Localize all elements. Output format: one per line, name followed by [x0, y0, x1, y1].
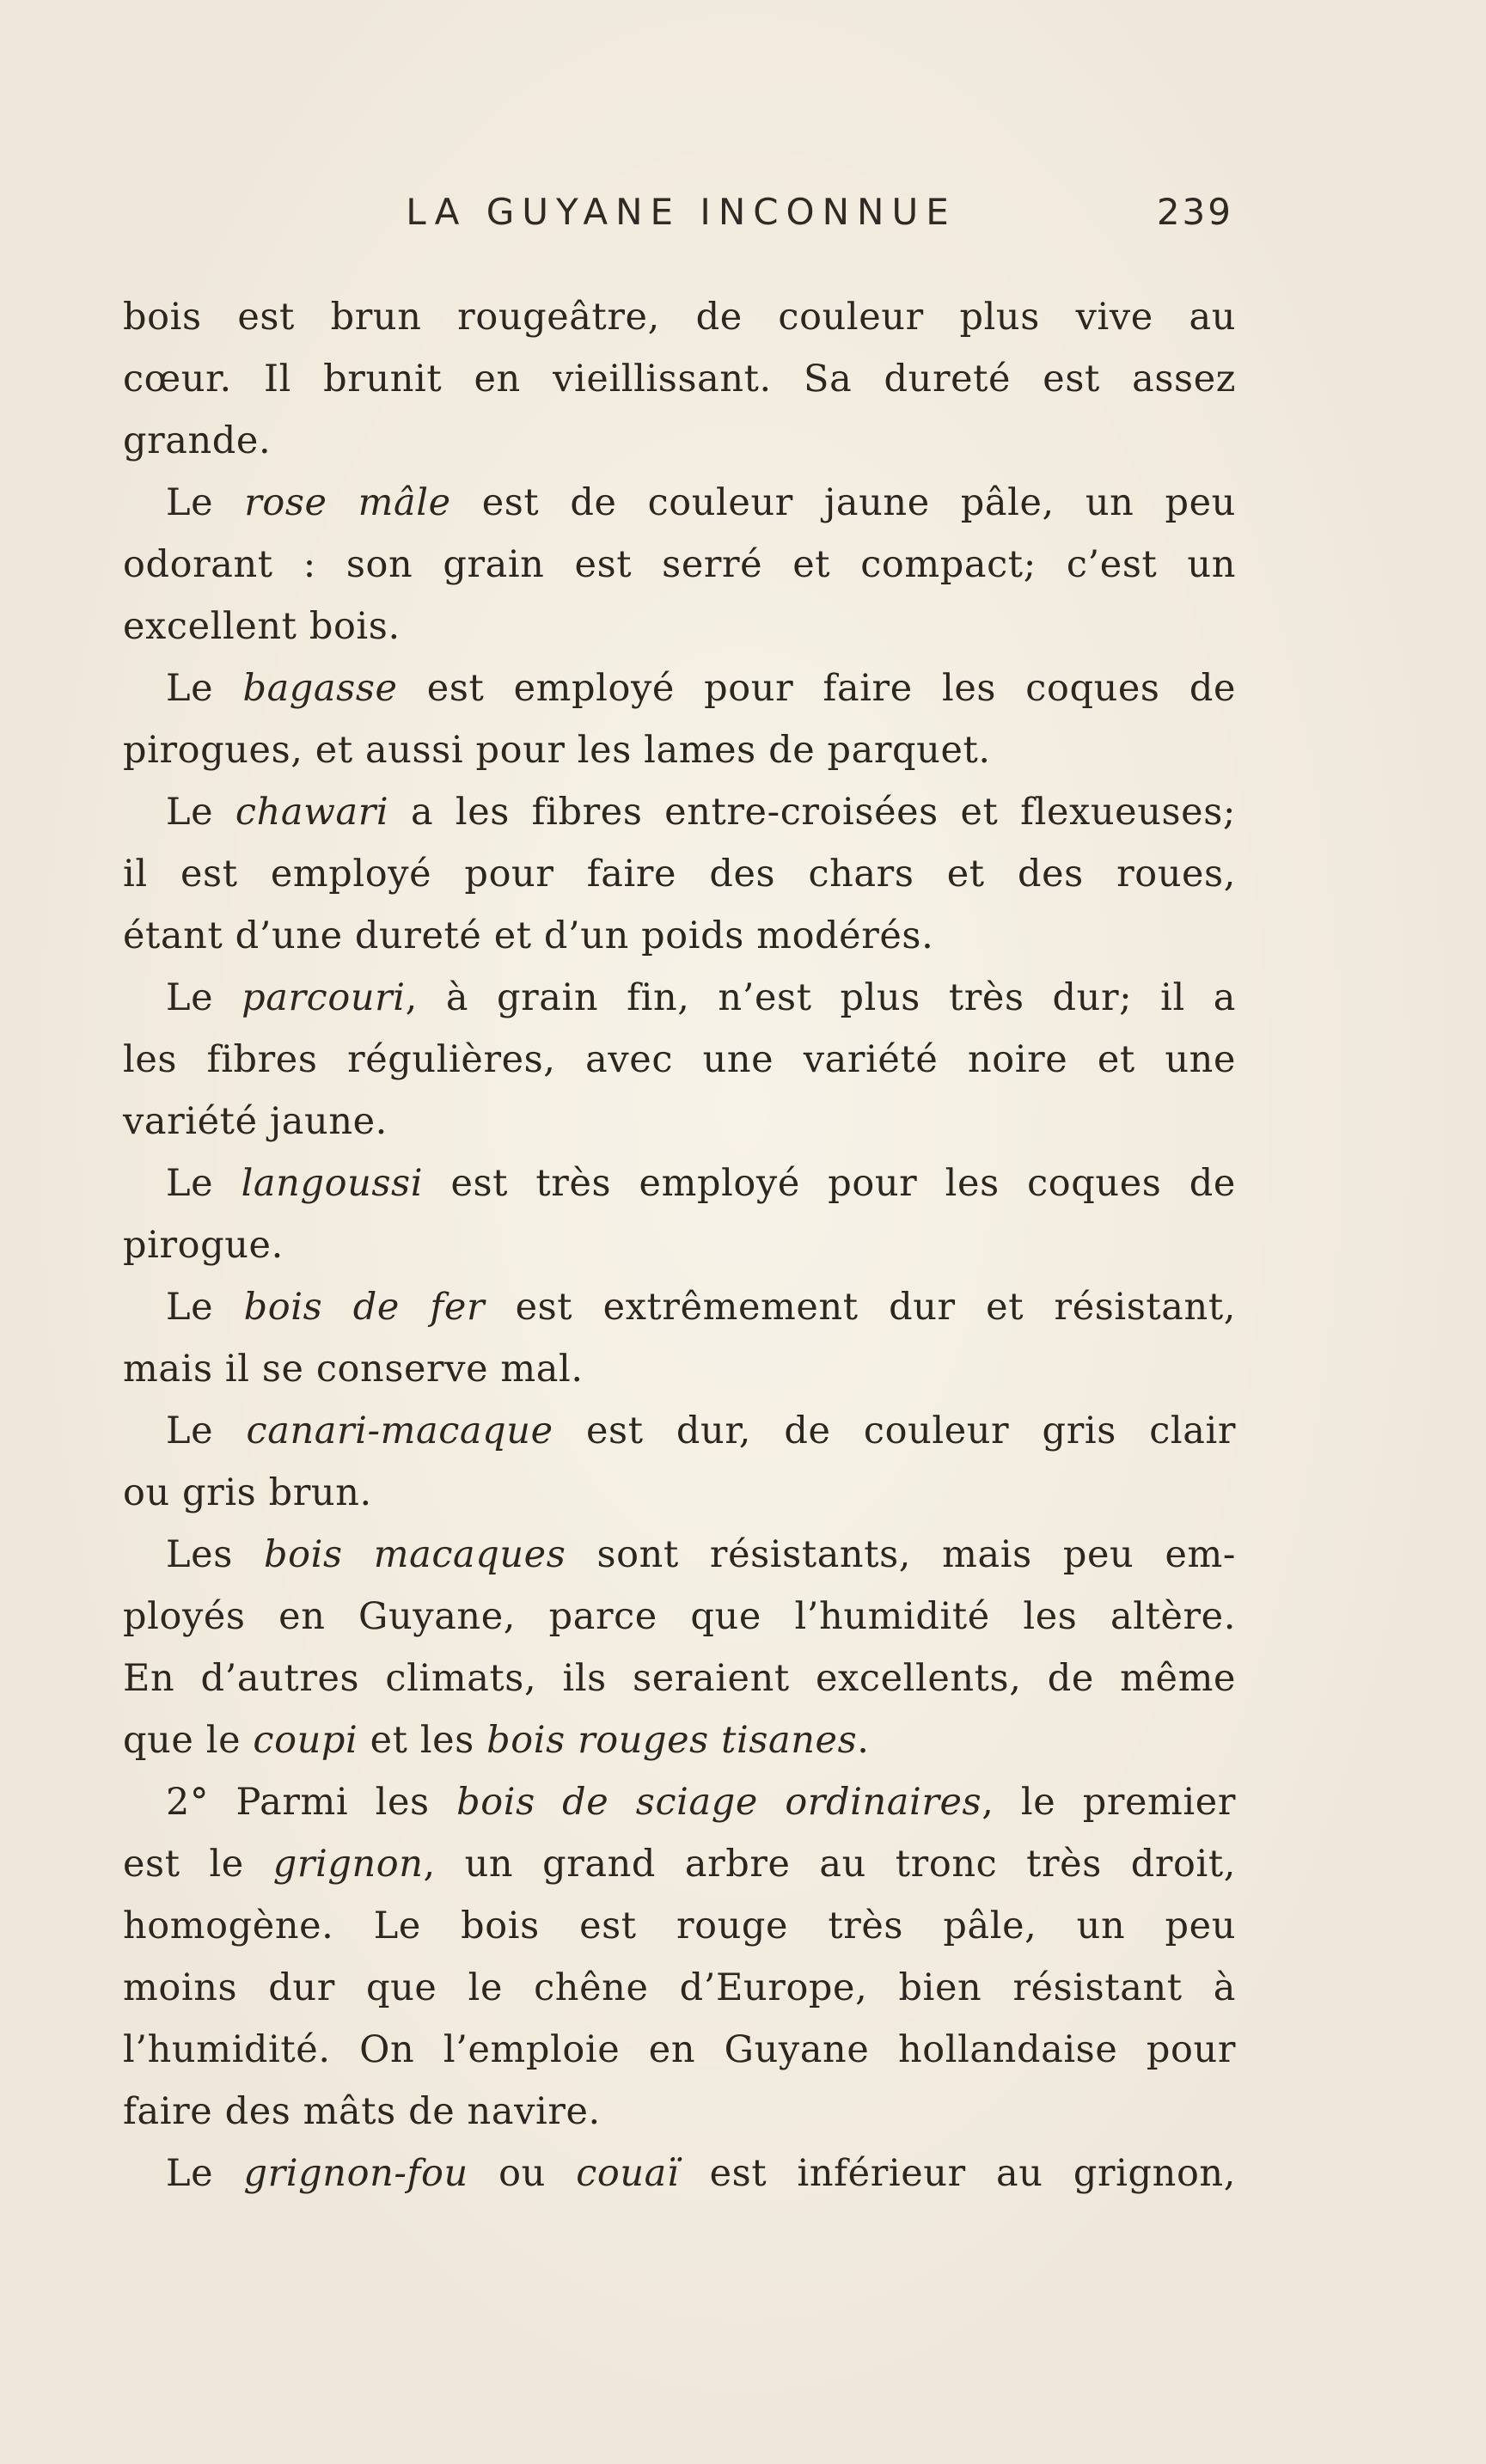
italic-term: bagasse	[242, 667, 398, 710]
text-line	[123, 1276, 1236, 1338]
text-run: l’humidité. On l’emploie en Guyane hollandaise pour	[123, 2028, 1236, 2071]
text-run: Le	[166, 2152, 244, 2195]
text-run: , à grain fin, n’est plus très dur; il a	[405, 976, 1236, 1019]
text-line	[123, 1771, 1236, 1833]
text-line	[123, 1029, 1236, 1091]
italic-term: coupi	[253, 1719, 358, 1762]
text-line	[123, 1091, 1236, 1153]
text-run: Le	[166, 1409, 247, 1452]
text-line	[123, 1648, 1236, 1709]
text-line	[123, 1895, 1236, 1957]
text-run: moins dur que le chêne d’Europe, bien résistant à	[123, 1966, 1236, 2009]
text-run: bois est brun rougeâtre, de couleur plus vive au	[123, 296, 1236, 339]
text-run: ployés en Guyane, parce que l’humidité les altère.	[123, 1595, 1236, 1638]
italic-term: canari-macaque	[246, 1409, 553, 1452]
text-run: que le	[123, 1719, 254, 1762]
page-number: 239	[1156, 191, 1233, 233]
text-run: étant d’une dureté et d’un poids modérés.	[123, 914, 934, 957]
text-run: est de couleur jaune pâle, un peu	[450, 481, 1236, 524]
italic-term: parcouri	[242, 976, 406, 1019]
text-run: excellent bois.	[123, 605, 401, 648]
text-line	[123, 286, 1236, 348]
text-line	[123, 1524, 1236, 1586]
text-line	[123, 534, 1236, 596]
text-run: mais il se conserve mal.	[123, 1348, 584, 1391]
text-line	[123, 781, 1236, 843]
text-run: sont résistants, mais peu em-	[566, 1533, 1236, 1576]
text-run: ou gris brun.	[123, 1471, 372, 1514]
text-run: variété jaune.	[123, 1100, 388, 1143]
italic-term: chawari	[235, 791, 389, 834]
text-line	[123, 1462, 1236, 1524]
text-line	[123, 596, 1236, 657]
text-line	[123, 1153, 1236, 1214]
italic-term: langoussi	[241, 1162, 424, 1205]
text-line	[123, 967, 1236, 1029]
text-line	[123, 348, 1236, 410]
text-run: a les fibres entre-croisées et flexueuses;	[388, 791, 1236, 834]
text-run: les fibres régulières, avec une variété noire et une	[123, 1038, 1236, 1081]
text-run: pirogue.	[123, 1224, 284, 1267]
text-run: , le premier	[981, 1781, 1236, 1824]
text-line	[123, 1957, 1236, 2019]
italic-term: grignon	[272, 1843, 424, 1886]
italic-term: rose mâle	[244, 481, 451, 524]
text-line	[123, 2143, 1236, 2204]
text-run: pirogues, et aussi pour les lames de parquet.	[123, 729, 991, 772]
text-run: Le	[166, 791, 235, 834]
text-line	[123, 1833, 1236, 1895]
page-header	[129, 191, 1233, 242]
text-line	[123, 2019, 1236, 2081]
text-run: est inférieur au grignon,	[679, 2152, 1236, 2195]
text-run: Le	[166, 667, 243, 710]
italic-term: couaï	[576, 2152, 680, 2195]
text-line	[123, 843, 1236, 905]
text-run: est employé pour faire les coques de	[397, 667, 1236, 710]
text-line	[123, 905, 1236, 967]
text-line	[123, 657, 1236, 719]
text-run: 2° Parmi les	[166, 1781, 457, 1824]
text-run: et les	[358, 1719, 487, 1762]
text-line	[123, 1709, 1236, 1771]
italic-term: bois de fer	[243, 1286, 486, 1329]
italic-term: bois de sciage ordinaires	[456, 1781, 982, 1824]
text-run: ou	[468, 2152, 577, 2195]
text-line	[123, 1338, 1236, 1400]
text-run: homogène. Le bois est rouge très pâle, un peu	[123, 1905, 1236, 1947]
text-run: est très employé pour les coques de	[423, 1162, 1236, 1205]
text-line	[123, 1586, 1236, 1648]
text-run: , un grand arbre au tronc très droit,	[423, 1843, 1236, 1886]
text-line	[123, 472, 1236, 534]
italic-term: bois rouges tisanes	[486, 1719, 858, 1762]
body-text	[123, 286, 1236, 2204]
text-run: Les	[166, 1533, 264, 1576]
text-run: est dur, de couleur gris clair	[553, 1409, 1236, 1452]
text-run: Le	[166, 481, 245, 524]
text-run: Le	[166, 1162, 242, 1205]
italic-term: grignon-fou	[243, 2152, 468, 2195]
italic-term: bois macaques	[263, 1533, 566, 1576]
text-run: il est employé pour faire des chars et des roues,	[123, 853, 1236, 896]
text-run: Le	[166, 1286, 244, 1329]
text-run: grande.	[123, 419, 272, 462]
text-run: En d’autres climats, ils seraient excellents, de même	[123, 1657, 1236, 1700]
text-run: .	[857, 1719, 870, 1762]
text-run: cœur. Il brunit en vieillissant. Sa dureté est assez	[123, 358, 1236, 400]
text-run: odorant : son grain est serré et compact; c’est un	[123, 543, 1236, 586]
running-title: LA GUYANE INCONNUE	[406, 191, 957, 233]
text-run: est extrêmement dur et résistant,	[485, 1286, 1236, 1329]
text-run: Le	[166, 976, 242, 1019]
text-run: est le	[123, 1843, 273, 1886]
text-line	[123, 1400, 1236, 1462]
text-line	[123, 2081, 1236, 2143]
text-line	[123, 719, 1236, 781]
text-line	[123, 1214, 1236, 1276]
text-line	[123, 410, 1236, 472]
text-run: faire des mâts de navire.	[123, 2090, 601, 2133]
